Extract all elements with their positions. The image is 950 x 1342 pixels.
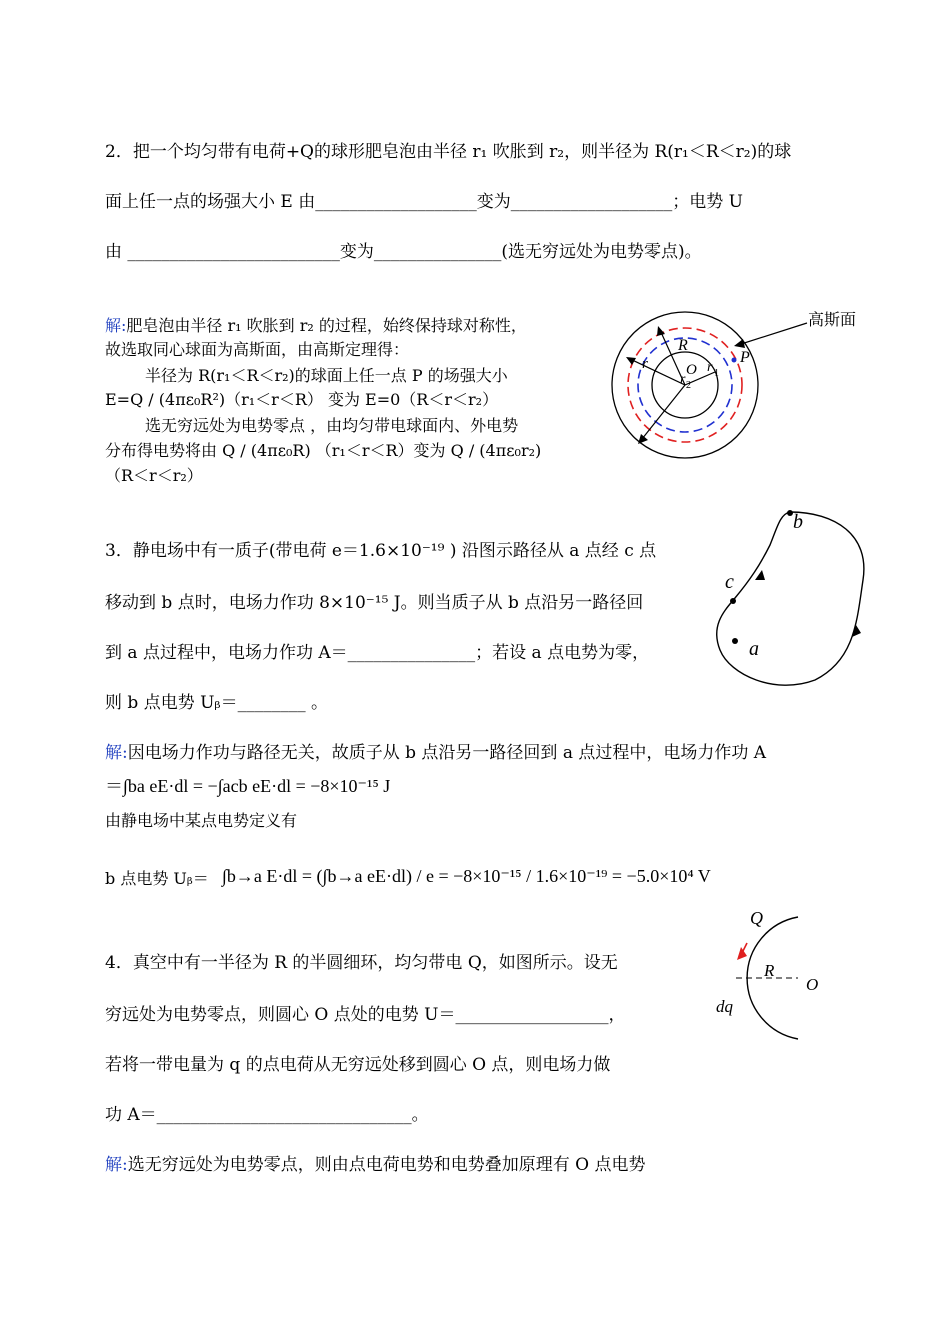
path-figure (705, 500, 875, 700)
label-r2: r (680, 372, 686, 387)
sol2-line4: E=Q / (4πε₀R²)（r₁＜r＜R） 变为 E=0（R＜r＜r₂） (105, 390, 499, 409)
gauss-pointer (738, 323, 807, 345)
q3-line3: 到 a 点过程中，电场力作功 A＝_______________；若设 a 点电势为零， (105, 643, 650, 663)
solution-label: 解: (105, 743, 128, 763)
gauss-label: 高斯面 (808, 312, 857, 329)
sol2-line2: 故选取同心球面为高斯面，由高斯定理得： (105, 340, 410, 359)
path-arrow-c (755, 570, 765, 580)
label-c: c (725, 571, 734, 593)
q3-line4: 则 b 点电势 Uᵦ＝________ 。 (105, 693, 329, 713)
sol3-line1: 解:因电场力作功与路径无关，故质子从 b 点沿另一路径回到 a 点过程中，电场力作功 A (105, 743, 767, 763)
sol3-equation1: ＝∫ba eE·dl = −∫acb eE·dl = −8×10⁻¹⁵ J (105, 776, 391, 796)
label-a: a (749, 638, 759, 660)
label-r: r (642, 356, 648, 372)
q3-line1: 3．静电场中有一质子(带电荷 e＝1.6×10⁻¹⁹ ) 沿图示路径从 a 点经 c 点 (105, 541, 657, 561)
label-dq: dq (716, 997, 733, 1016)
sol3-eq2-prefix: b 点电势 Uᵦ＝ (105, 869, 209, 888)
label-b: b (793, 511, 803, 533)
semicircle-figure (710, 905, 840, 1045)
label-Q: Q (750, 908, 763, 928)
q2-line2: 面上任一点的场强大小 E 由___________________变为___________________；电势 U (105, 192, 743, 212)
r2-arrow (642, 385, 685, 439)
point-c (730, 598, 736, 604)
label-O: O (686, 362, 697, 378)
q3-line2: 移动到 b 点时，电场力作功 8×10⁻¹⁵ J。则当质子从 b 点沿另一路径回 (105, 593, 644, 613)
sol2-line1: 解:肥皂泡由半径 r₁ 吹胀到 r₂ 的过程，始终保持球对称性， (105, 316, 527, 335)
sol3-equation2: ∫b→a E·dl = (∫b→a eE·dl) / e = −8×10⁻¹⁵ / 1.6×10⁻¹⁹ = −5.0×10⁴ V (222, 866, 711, 886)
sol3-line2: 由静电场中某点电势定义有 (105, 811, 298, 830)
gauss-sphere-figure (600, 290, 880, 490)
q2-line3: 由 _________________________变为_______________(选无穷远处为电势零点)。 (105, 242, 702, 262)
sol4-line1: 解:选无穷远处为电势零点，则由点电荷电势和电势叠加原理有 O 点电势 (105, 1155, 646, 1175)
label-r1-sub: 1 (714, 368, 719, 379)
closed-path (717, 512, 864, 685)
solution-label: 解: (105, 316, 127, 335)
label-R: R (678, 337, 688, 354)
q4-line1: 4．真空中有一半径为 R 的半圆细环，均匀带电 Q，如图所示。设无 (105, 953, 618, 973)
R-arrowhead (657, 326, 665, 336)
solution-label: 解: (105, 1155, 128, 1175)
point-P (732, 358, 737, 363)
q4-line4: 功 A＝______________________________。 (105, 1105, 429, 1125)
q4-line2: 穷远处为电势零点，则圆心 O 点处的电势 U＝__________________， (105, 1005, 626, 1025)
r-arrow (628, 358, 685, 385)
label-R: R (764, 961, 775, 980)
label-P: P (740, 349, 750, 366)
q2-line1: 2．把一个均匀带有电荷+Q的球形肥皂泡由半径 r₁ 吹胀到 r₂，则半径为 R(r₁＜R＜r₂)的球 (105, 142, 792, 162)
point-a (732, 638, 738, 644)
label-r2-sub: 2 (686, 380, 691, 391)
q4-line3: 若将一带电量为 q 的点电荷从无穷远处移到圆心 O 点，则电场力做 (105, 1055, 611, 1075)
label-O: O (806, 975, 819, 994)
r2-arrowhead (638, 434, 648, 444)
sol2-line6: 分布得电势将由 Q / (4πε₀R) （r₁＜r＜R）变为 Q / (4πε₀r₂) (105, 441, 542, 460)
sol2-line3: 半径为 R(r₁＜R＜r₂)的球面上任一点 P 的场强大小 (145, 366, 508, 385)
sol2-line7: （R＜r＜r₂） (105, 466, 203, 485)
label-r1: r (707, 360, 713, 375)
sol2-line5: 选无穷远处为电势零点 ，由均匀带电球面内、外电势 (145, 416, 519, 435)
